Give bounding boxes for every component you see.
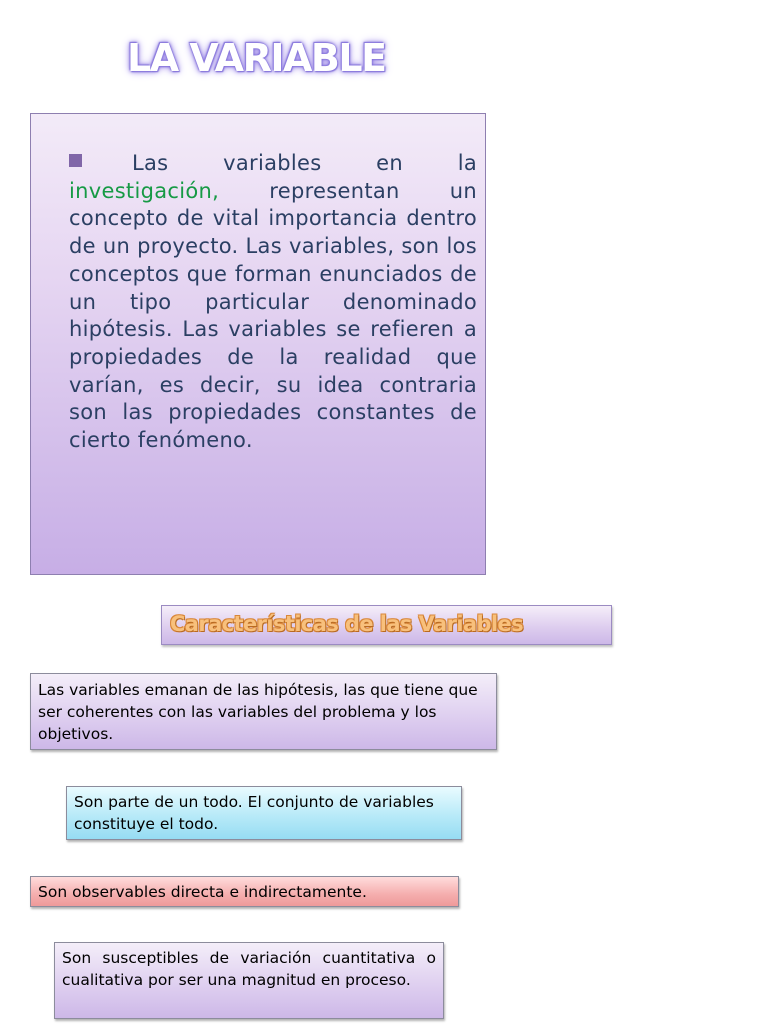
definition-text-start: Las variables en la <box>132 151 477 175</box>
characteristic-text: Las variables emanan de las hipótesis, las que tiene que ser coherentes con las variables del problema y los objetivos. <box>38 681 478 743</box>
characteristic-text: Son parte de un todo. El conjunto de variables constituye el todo. <box>74 793 434 833</box>
characteristic-note-whole <box>66 786 462 840</box>
characteristic-note-observable <box>30 876 459 907</box>
definition-text-end: representan un concepto de vital importancia dentro de un proyecto. Las variables, son los conceptos que forman enunciados de un tipo particular denominado hipótesis. Las variables se refieren a propiedades de la realidad que varían, es decir, su idea contraria son las propiedades constantes de cierto fenómeno. <box>69 178 477 453</box>
characteristic-text: Son observables directa e indirectamente. <box>38 883 367 901</box>
square-bullet-icon <box>69 154 82 167</box>
page-title: LA VARIABLE <box>127 36 386 80</box>
characteristics-title: Características de las Variables <box>170 612 524 636</box>
characteristic-note-hypotheses <box>30 673 497 750</box>
definition-highlight: investigación, <box>69 178 220 203</box>
definition-paragraph <box>69 150 477 455</box>
characteristics-header <box>161 605 612 645</box>
characteristic-note-variation <box>54 942 444 1019</box>
characteristic-text: Son susceptibles de variación cuantitativa o cualitativa por ser una magnitud en proceso. <box>62 949 436 989</box>
definition-box <box>30 113 486 575</box>
